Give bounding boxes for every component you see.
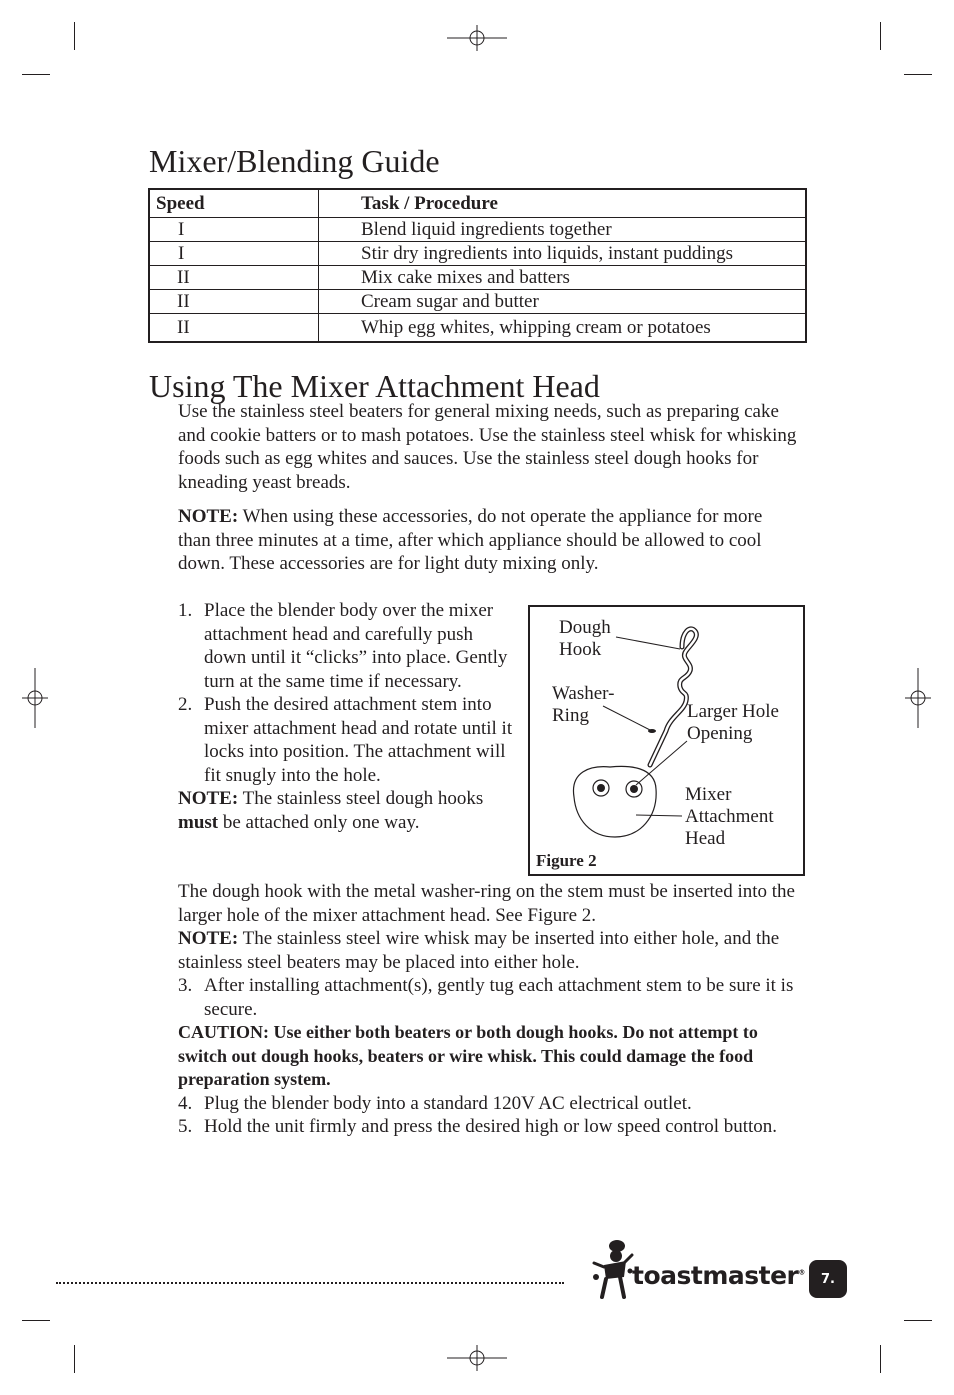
table-header-speed: Speed xyxy=(149,189,319,218)
note-label: NOTE: xyxy=(178,506,239,527)
list-item xyxy=(178,1115,800,1139)
list-item xyxy=(178,693,518,787)
crop-mark xyxy=(22,1320,50,1321)
brand-logo xyxy=(632,1261,805,1290)
steps-block xyxy=(178,599,518,834)
list-item xyxy=(178,1092,800,1116)
note-paragraph xyxy=(178,505,793,576)
caution-paragraph: CAUTION: Use either both beaters or both dough hooks. Do not attempt to switch out dough hooks, beaters or wire whisk. This could damage the food preparation system. xyxy=(178,1022,758,1089)
page-number-badge: 7. xyxy=(809,1260,847,1298)
step-text: Hold the unit firmly and press the desired high or low speed control button. xyxy=(204,1116,778,1137)
task-cell: Whip egg whites, whipping cream or potatoes xyxy=(319,314,807,343)
table-header-task: Task / Procedure xyxy=(319,189,807,218)
section-title-attachment-head: Using The Mixer Attachment Head xyxy=(149,368,600,404)
crop-mark xyxy=(904,74,932,75)
registration-mark-icon xyxy=(447,1343,507,1373)
section-title-mixer-guide: Mixer/Blending Guide xyxy=(149,143,440,179)
crop-mark xyxy=(904,1320,932,1321)
note-paragraph xyxy=(178,927,800,974)
brand-trademark: ® xyxy=(798,1268,805,1277)
list-item xyxy=(178,974,800,1021)
speed-cell: I xyxy=(149,218,319,242)
footer-dotted-rule xyxy=(56,1282,564,1284)
mixer-head-label: Mixer Attachment Head xyxy=(685,784,774,849)
chef-mascot-logo-icon xyxy=(590,1237,634,1301)
step-number: 1. xyxy=(178,600,193,621)
speed-cell: I xyxy=(149,242,319,266)
step-number: 3. xyxy=(178,975,193,996)
lower-block xyxy=(178,880,800,1139)
crop-mark xyxy=(74,22,75,50)
larger-hole-label: Larger Hole Opening xyxy=(687,701,779,744)
task-cell: Cream sugar and butter xyxy=(319,290,807,314)
mixer-head-icon xyxy=(573,766,656,837)
note-continuation: The dough hook with the metal washer-ring on the stem must be inserted into the larger hole of the mixer attachment head. See Figure 2. xyxy=(178,881,795,926)
registration-mark-icon xyxy=(447,23,507,53)
speed-cell: II xyxy=(149,266,319,290)
crop-mark xyxy=(22,74,50,75)
washer-ring-label: Washer- Ring xyxy=(552,683,615,726)
table-row xyxy=(149,314,806,343)
crop-mark xyxy=(880,1345,881,1373)
intro-paragraph: Use the stainless steel beaters for general mixing needs, such as preparing cake and cookie batters or to mash potatoes. Use the stainless steel whisk for whisking foods such as egg whites and sauces. Use the stainless steel dough hooks for kneading yeast breads. xyxy=(178,401,797,493)
crop-mark xyxy=(74,1345,75,1373)
step-text: Push the desired attachment stem into mixer attachment head and rotate until it locks into position. The attachment will fit snugly into the hole. xyxy=(204,694,513,786)
table-row xyxy=(149,290,806,314)
table-row xyxy=(149,242,806,266)
dough-hook-label: Dough Hook xyxy=(559,617,611,660)
brand-name: toastmaster xyxy=(632,1261,799,1290)
table-row xyxy=(149,266,806,290)
table-row xyxy=(149,218,806,242)
figure-caption: Figure 2 xyxy=(536,851,597,870)
step-number: 4. xyxy=(178,1092,193,1114)
speed-guide-table xyxy=(148,188,807,343)
registration-mark-icon xyxy=(20,668,50,728)
task-cell: Blend liquid ingredients together xyxy=(319,218,807,242)
step-text: After installing attachment(s), gently tug each attachment stem to be sure it is secure. xyxy=(204,975,794,1020)
note-label: NOTE: xyxy=(178,928,239,949)
note-text: be attached only one way. xyxy=(218,811,420,833)
emphasis-text: must xyxy=(178,811,219,833)
list-item xyxy=(178,599,518,693)
crop-mark xyxy=(880,22,881,50)
step-number: 2. xyxy=(178,694,193,715)
speed-cell: II xyxy=(149,290,319,314)
note-text: The stainless steel dough hooks xyxy=(238,788,484,809)
note-text: The stainless steel wire whisk may be inserted into either hole, and the stainless steel beaters may be placed into either hole. xyxy=(178,928,780,973)
task-cell: Mix cake mixes and batters xyxy=(319,266,807,290)
note-label: NOTE: xyxy=(178,788,239,809)
figure-2 xyxy=(528,605,805,876)
step-text: Plug the blender body into a standard 120V AC electrical outlet. xyxy=(204,1092,692,1114)
note-paragraph xyxy=(178,787,518,834)
registration-mark-icon xyxy=(903,668,933,728)
table-header-row xyxy=(149,189,806,218)
task-cell: Stir dry ingredients into liquids, instant puddings xyxy=(319,242,807,266)
step-number: 5. xyxy=(178,1116,193,1137)
note-text: When using these accessories, do not operate the appliance for more than three minutes at a time, after which appliance should be allowed to cool down. These accessories are for light duty mixing only. xyxy=(178,506,763,574)
step-text: Place the blender body over the mixer attachment head and carefully push down until it “clicks” into place. Gently turn at the same time if necessary. xyxy=(204,600,508,692)
speed-cell: II xyxy=(149,314,319,343)
